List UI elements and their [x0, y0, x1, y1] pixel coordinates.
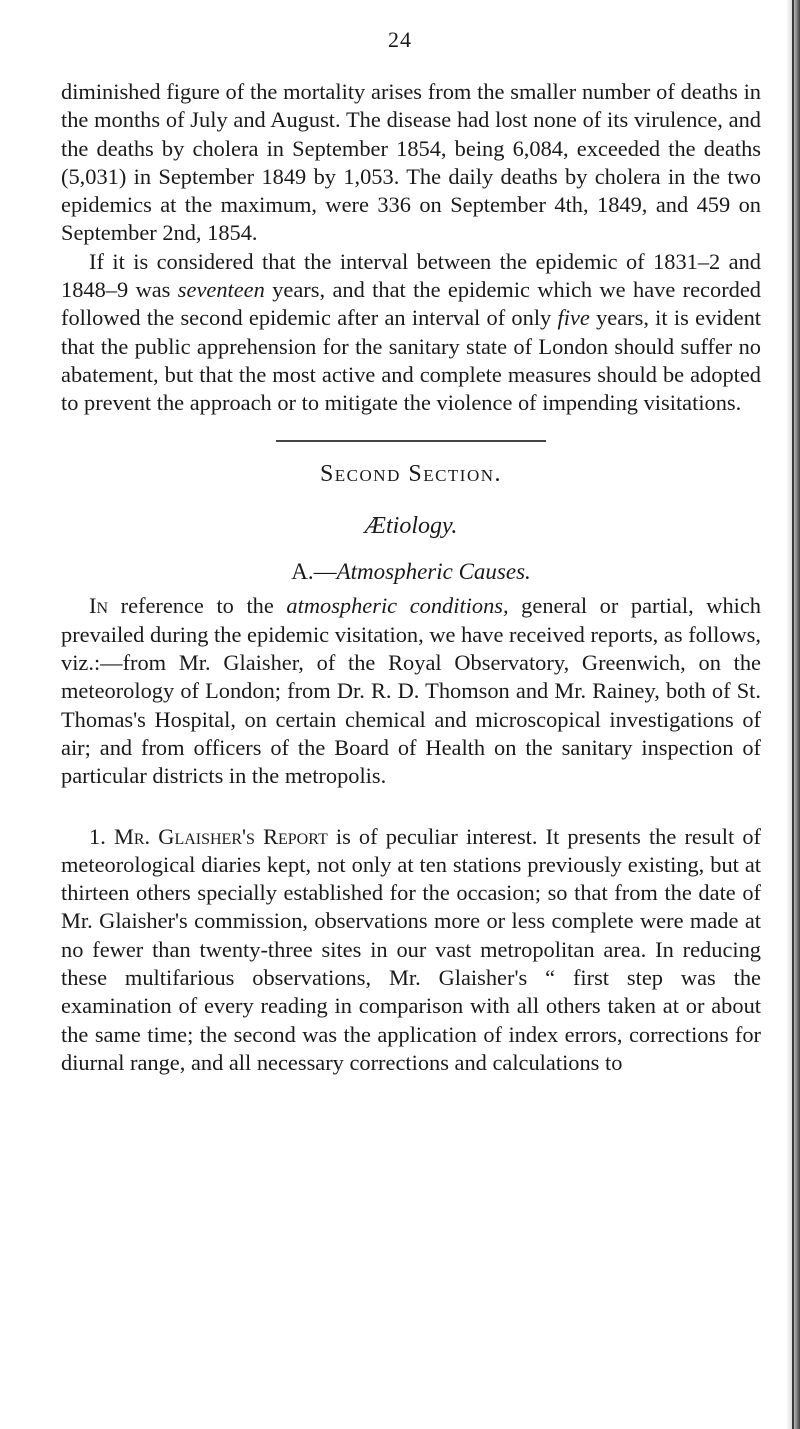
paragraph-4-number: 1.: [89, 823, 106, 849]
section-heading: Second Section.: [319, 460, 503, 487]
paragraph-gap: [61, 791, 761, 823]
paragraph-2-emphasis-five: five: [557, 305, 590, 331]
paragraph-1-text: diminished figure of the mortality arises from the smaller number of deaths in the months of July and August. The disease had lost none of its virulence, and the deaths by cholera in September 1854, being 6,084, exceeded the deaths (5,031) in September 1849 by 1,053. The daily deaths by cholera in the two epidemics at the maximum, were 336 on September 4th, 1849, and 459 on September 2nd, 1854.: [61, 79, 761, 246]
paragraph-4-lead: Mr. Glaisher's Report: [113, 823, 328, 849]
paragraph-2: [61, 248, 761, 418]
text-column: [61, 78, 761, 1077]
paragraph-1: [61, 78, 761, 248]
paragraph-4: [61, 823, 761, 1078]
page-number: 24: [388, 27, 412, 52]
page-edge-line: [792, 0, 794, 1429]
subsection-heading: [61, 558, 761, 586]
paragraph-2-part-1: If it is considered that the interval between the epidemic of 1831–2 and 1848–9 was: [61, 248, 761, 303]
section-divider: [276, 440, 546, 442]
paragraph-3-lead: In: [89, 593, 109, 619]
subsection-label: A.—: [291, 559, 337, 585]
paragraph-3-part-1: reference to the: [108, 593, 287, 619]
paragraph-2-part-2: years, and that the epidemic which we have recorded followed the second epidemic after an interval of only: [61, 277, 761, 331]
subsection-title: Atmospheric Causes.: [336, 559, 531, 585]
paragraph-3-part-2: general or partial, which prevailed during the epidemic visitation, we have received reports, as follows, viz.:—from Mr. Glaisher, of the Royal Observatory, Greenwich, on the meteorology of London; from Dr. R. D. Thomson and Mr. Rainey, both of St. Thomas's Hospital, on certain chemical and microscopical investigations of air; and from officers of the Board of Health on the sanitary inspection of particular districts in the metropolis.: [61, 593, 761, 789]
paragraph-4-text: is of peculiar interest. It presents the result of meteorological diaries kept, not only at ten stations previously existing, but at thirteen others specially established for the occasion; so that from the date of Mr. Glaisher's commission, observations more or less complete were made at no fewer than twenty-three sites in our vast metropolitan area. In reducing these multifarious observations, Mr. Glaisher's “ first step was the examination of every reading in comparison with all others taken at or about the same time; the second was the application of index errors, corrections for diurnal range, and all necessary corrections and calculations to: [61, 823, 761, 1075]
paragraph-2-part-3: years, it is evident that the public apprehension for the sanitary state of London should suffer no abatement, but that the most active and complete measures should be adopted to prevent the approach or to mitigate the violence of impending visitations.: [61, 305, 761, 416]
paragraph-2-emphasis-seventeen: seventeen: [177, 277, 265, 303]
section-subheading: Ætiology.: [364, 512, 458, 539]
paragraph-3-emphasis: atmospheric conditions,: [286, 593, 509, 619]
paragraph-3: [61, 592, 761, 790]
